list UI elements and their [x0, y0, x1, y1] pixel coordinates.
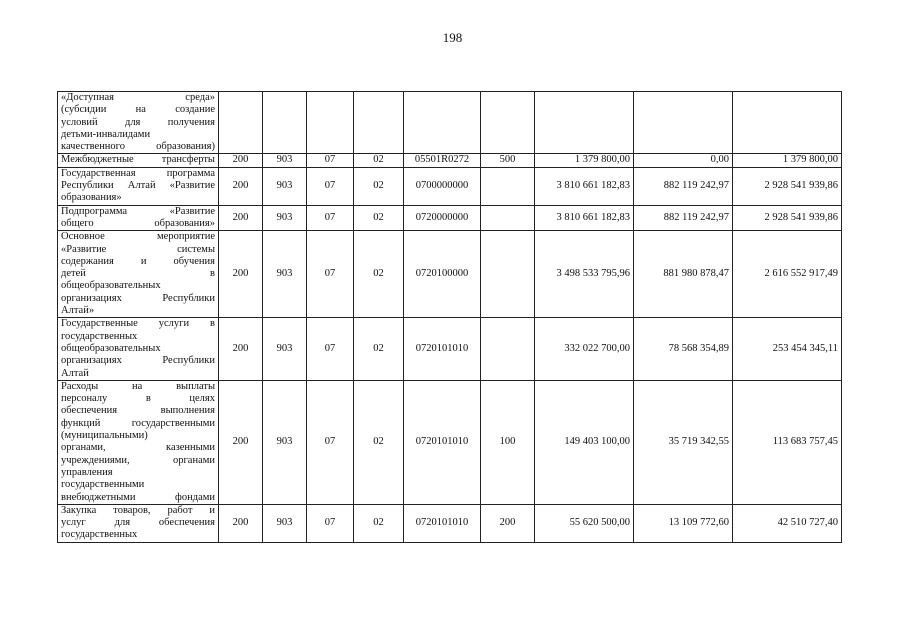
name-line: Расходы на выплаты	[61, 380, 215, 392]
name-line: Основное мероприятие	[61, 231, 215, 243]
cell-target-article: 0720000000	[404, 205, 481, 231]
name-line: Государственные услуги в	[61, 318, 215, 330]
cell-sum-regional: 253 454 345,11	[733, 318, 842, 380]
cell-code	[263, 92, 307, 154]
cell-target-article: 0720101010	[404, 380, 481, 504]
cell-target-article: 0720101010	[404, 318, 481, 380]
name-line: государственных	[61, 529, 138, 541]
name-line: «Доступная среда»	[61, 92, 215, 103]
cell-sum-total: 149 403 100,00	[535, 380, 634, 504]
cell-sum-total: 55 620 500,00	[535, 504, 634, 542]
cell-section: 07	[307, 154, 354, 167]
cell-target-article: 0700000000	[404, 167, 481, 205]
cell-code: 903	[263, 205, 307, 231]
cell-subsection: 02	[354, 318, 404, 380]
cell-expense-type	[481, 205, 535, 231]
cell-section: 07	[307, 318, 354, 380]
cell-name	[58, 504, 219, 542]
name-line: Алтай	[61, 367, 89, 379]
cell-name	[58, 205, 219, 231]
cell-expense-type: 500	[481, 154, 535, 167]
cell-sum-regional	[733, 92, 842, 154]
cell-subsection: 02	[354, 231, 404, 318]
cell-sum-federal: 13 109 772,60	[634, 504, 733, 542]
name-line: Алтай»	[61, 305, 95, 317]
cell-name	[58, 318, 219, 380]
name-line: детей в	[61, 268, 215, 280]
table-row	[58, 92, 842, 154]
name-line: общеобразовательных	[61, 280, 161, 292]
cell-sum-federal: 881 980 878,47	[634, 231, 733, 318]
name-line: образования»	[61, 192, 122, 204]
name-line: Подпрограмма «Развитие	[61, 205, 215, 217]
name-line: «Развитие системы	[61, 243, 215, 255]
name-line: Республики Алтай «Развитие	[61, 180, 215, 192]
name-line: обеспечения выполнения	[61, 405, 215, 417]
cell-sum-total: 3 810 661 182,83	[535, 205, 634, 231]
cell-expense-type	[481, 167, 535, 205]
cell-section: 07	[307, 205, 354, 231]
table-row	[58, 231, 842, 318]
name-line: персоналу в целях	[61, 393, 215, 405]
cell-sum-federal: 35 719 342,55	[634, 380, 733, 504]
name-line: управления	[61, 466, 113, 478]
name-line: государственными	[61, 479, 145, 491]
table-row	[58, 504, 842, 542]
cell-expense-type: 200	[481, 504, 535, 542]
table-row	[58, 167, 842, 205]
cell-section: 07	[307, 504, 354, 542]
name-line: организациях Республики	[61, 292, 215, 304]
name-line: общеобразовательных	[61, 342, 161, 354]
cell-code: 903	[263, 154, 307, 167]
cell-grbs: 200	[219, 231, 263, 318]
cell-sum-total: 332 022 700,00	[535, 318, 634, 380]
cell-sum-regional: 113 683 757,45	[733, 380, 842, 504]
name-line: внебюджетными фондами	[61, 491, 215, 503]
cell-name	[58, 154, 219, 167]
name-line: общего образования»	[61, 217, 215, 229]
cell-sum-total: 3 498 533 795,96	[535, 231, 634, 318]
cell-code: 903	[263, 504, 307, 542]
cell-subsection: 02	[354, 504, 404, 542]
name-line: условий для получения	[61, 116, 215, 128]
budget-table	[57, 91, 842, 543]
cell-target-article	[404, 92, 481, 154]
name-line: детьми-инвалидами	[61, 128, 151, 140]
cell-expense-type	[481, 231, 535, 318]
name-line: (субсидии на создание	[61, 104, 215, 116]
cell-sum-regional: 2 928 541 939,86	[733, 205, 842, 231]
cell-sum-total: 3 810 661 182,83	[535, 167, 634, 205]
name-line: учреждениями, органами	[61, 454, 215, 466]
cell-section: 07	[307, 167, 354, 205]
cell-expense-type	[481, 318, 535, 380]
cell-sum-total: 1 379 800,00	[535, 154, 634, 167]
name-line: Межбюджетные трансферты	[61, 154, 215, 166]
name-line: качественного образования)	[61, 141, 215, 153]
cell-grbs: 200	[219, 318, 263, 380]
table-row	[58, 154, 842, 167]
cell-grbs: 200	[219, 380, 263, 504]
cell-name	[58, 231, 219, 318]
cell-section: 07	[307, 380, 354, 504]
cell-grbs: 200	[219, 154, 263, 167]
cell-subsection	[354, 92, 404, 154]
cell-grbs: 200	[219, 504, 263, 542]
cell-sum-federal: 882 119 242,97	[634, 167, 733, 205]
name-line: Государственная программа	[61, 167, 215, 179]
cell-section	[307, 92, 354, 154]
cell-sum-federal: 78 568 354,89	[634, 318, 733, 380]
name-line: услуг для обеспечения	[61, 517, 215, 529]
cell-sum-federal: 882 119 242,97	[634, 205, 733, 231]
cell-name	[58, 380, 219, 504]
name-line: государственных	[61, 330, 138, 342]
cell-subsection: 02	[354, 380, 404, 504]
cell-sum-regional: 1 379 800,00	[733, 154, 842, 167]
cell-expense-type	[481, 92, 535, 154]
cell-target-article: 05501R0272	[404, 154, 481, 167]
cell-code: 903	[263, 231, 307, 318]
cell-target-article: 0720101010	[404, 504, 481, 542]
page-number: 198	[442, 30, 463, 45]
cell-expense-type: 100	[481, 380, 535, 504]
cell-section: 07	[307, 231, 354, 318]
table-row	[58, 318, 842, 380]
cell-grbs	[219, 92, 263, 154]
name-line: функций государственными	[61, 417, 215, 429]
cell-sum-regional: 2 928 541 939,86	[733, 167, 842, 205]
cell-sum-regional: 42 510 727,40	[733, 504, 842, 542]
table-row	[58, 205, 842, 231]
cell-code: 903	[263, 318, 307, 380]
cell-name	[58, 92, 219, 154]
cell-sum-total	[535, 92, 634, 154]
cell-subsection: 02	[354, 167, 404, 205]
cell-code: 903	[263, 380, 307, 504]
name-line: содержания и обучения	[61, 255, 215, 267]
name-line: организациях Республики	[61, 355, 215, 367]
cell-name	[58, 167, 219, 205]
cell-subsection: 02	[354, 154, 404, 167]
name-line: (муниципальными)	[61, 430, 148, 442]
cell-sum-federal: 0,00	[634, 154, 733, 167]
cell-grbs: 200	[219, 205, 263, 231]
name-line: органами, казенными	[61, 442, 215, 454]
table-row	[58, 380, 842, 504]
name-line: Закупка товаров, работ и	[61, 504, 215, 516]
cell-target-article: 0720100000	[404, 231, 481, 318]
cell-sum-regional: 2 616 552 917,49	[733, 231, 842, 318]
cell-grbs: 200	[219, 167, 263, 205]
cell-subsection: 02	[354, 205, 404, 231]
cell-code: 903	[263, 167, 307, 205]
cell-sum-federal	[634, 92, 733, 154]
